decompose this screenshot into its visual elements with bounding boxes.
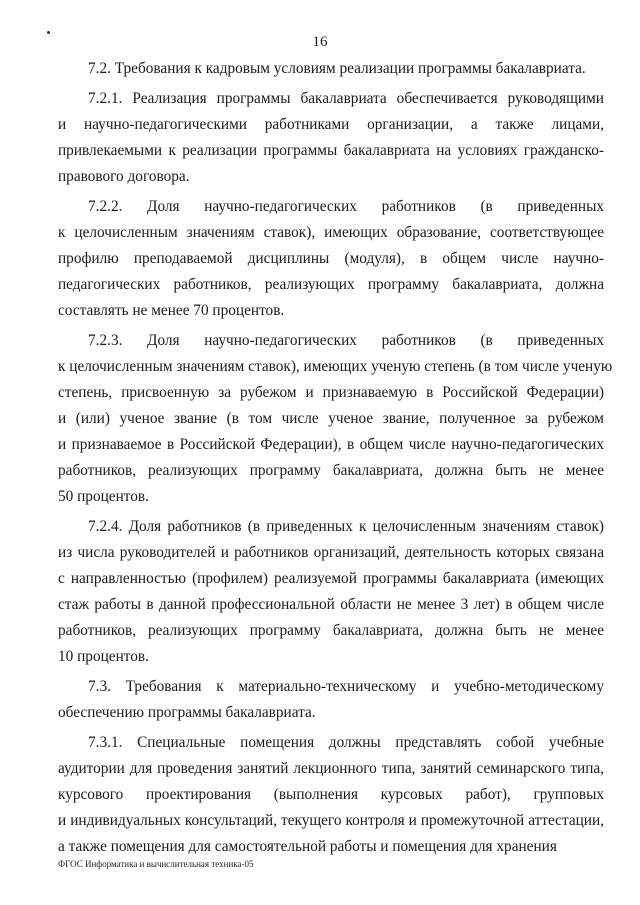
paragraph [58,328,613,510]
paragraph-line: аудитории для проведения занятий лекционного типа, занятий семинарского типа, [58,760,604,777]
paragraph [58,56,604,82]
paragraph-line: 7.3.1. Специальные помещения должны представлять собой учебные [88,734,604,751]
paragraph-line: и научно-педагогическими работниками организации, а также лицами, [58,116,604,133]
paragraph-line: профилю преподаваемой дисциплины (модуля), в общем числе научно- [58,250,604,267]
paragraph-line: из числа руководителей и работников организаций, деятельность которых связана [58,544,604,561]
paragraph-line: работников, реализующих программу бакалавриата, должна быть не менее [58,462,604,479]
paragraph-line: степень, присвоенную за рубежом и признаваемую в Российской Федерации) [58,384,604,401]
paragraph-line: правового договора. [58,168,190,185]
paragraph-line: и индивидуальных консультаций, текущего контроля и промежуточной аттестации, [58,812,604,829]
paragraph-line: и признаваемое в Российской Федерации), в общем числе научно-педагогических [58,436,604,453]
paragraph-line: 7.2.4. Доля работников (в приведенных к целочисленным значениям ставок) [88,518,604,535]
page-footer: ФГОС Информатика и вычислительная техника-05 [58,859,254,869]
paragraph-line: и (или) ученое звание (в том числе ученое звание, полученное за рубежом [58,410,604,427]
paragraph-line: работников, реализующих программу бакалавриата, должна быть не менее [58,622,604,639]
paragraph-line: с направленностью (профилем) реализуемой программы бакалавриата (имеющих [58,570,604,587]
document-body [58,56,613,860]
paragraph-line: стаж работы в данной профессиональной области не менее 3 лет) в общем числе [58,596,604,613]
paragraph [58,674,604,726]
paragraph [58,86,604,190]
paragraph-line: 7.2.1. Реализация программы бакалавриата обеспечивается руководящими [88,90,604,107]
paragraph-line: 7.2.3. Доля научно-педагогических работников (в приведенных [88,332,604,349]
paragraph-line: педагогических работников, реализующих программу бакалавриата, должна [58,276,604,293]
paragraph-line: обеспечению программы бакалавриата. [58,704,316,721]
paragraph-line: 7.3. Требования к материально-техническому и учебно-методическому [88,678,604,695]
paragraph-line: курсового проектирования (выполнения курсовых работ), групповых [58,786,604,803]
paragraph [58,514,604,670]
paragraph [58,730,604,860]
paragraph-line: 7.2.2. Доля научно-педагогических работников (в приведенных [88,198,604,215]
paragraph-line: составлять не менее 70 процентов. [58,302,285,319]
paragraph-line: к целочисленным значениям ставок), имеющих образование, соответствующее [58,224,604,241]
paragraph [58,194,604,324]
paragraph-line: 7.2. Требования к кадровым условиям реализации программы бакалавриата. [88,60,586,77]
page-number: 16 [312,34,328,50]
paragraph-line: а также помещения для самостоятельной работы и помещения для хранения [58,838,557,855]
paragraph-line: привлекаемыми к реализации программы бакалавриата на условиях гражданско- [58,142,604,159]
paragraph-line: 50 процентов. [58,488,149,505]
paragraph-line: к целочисленным значениям ставок), имеющих ученую степень (в том числе ученую [58,358,613,375]
paragraph-line: 10 процентов. [58,648,149,665]
